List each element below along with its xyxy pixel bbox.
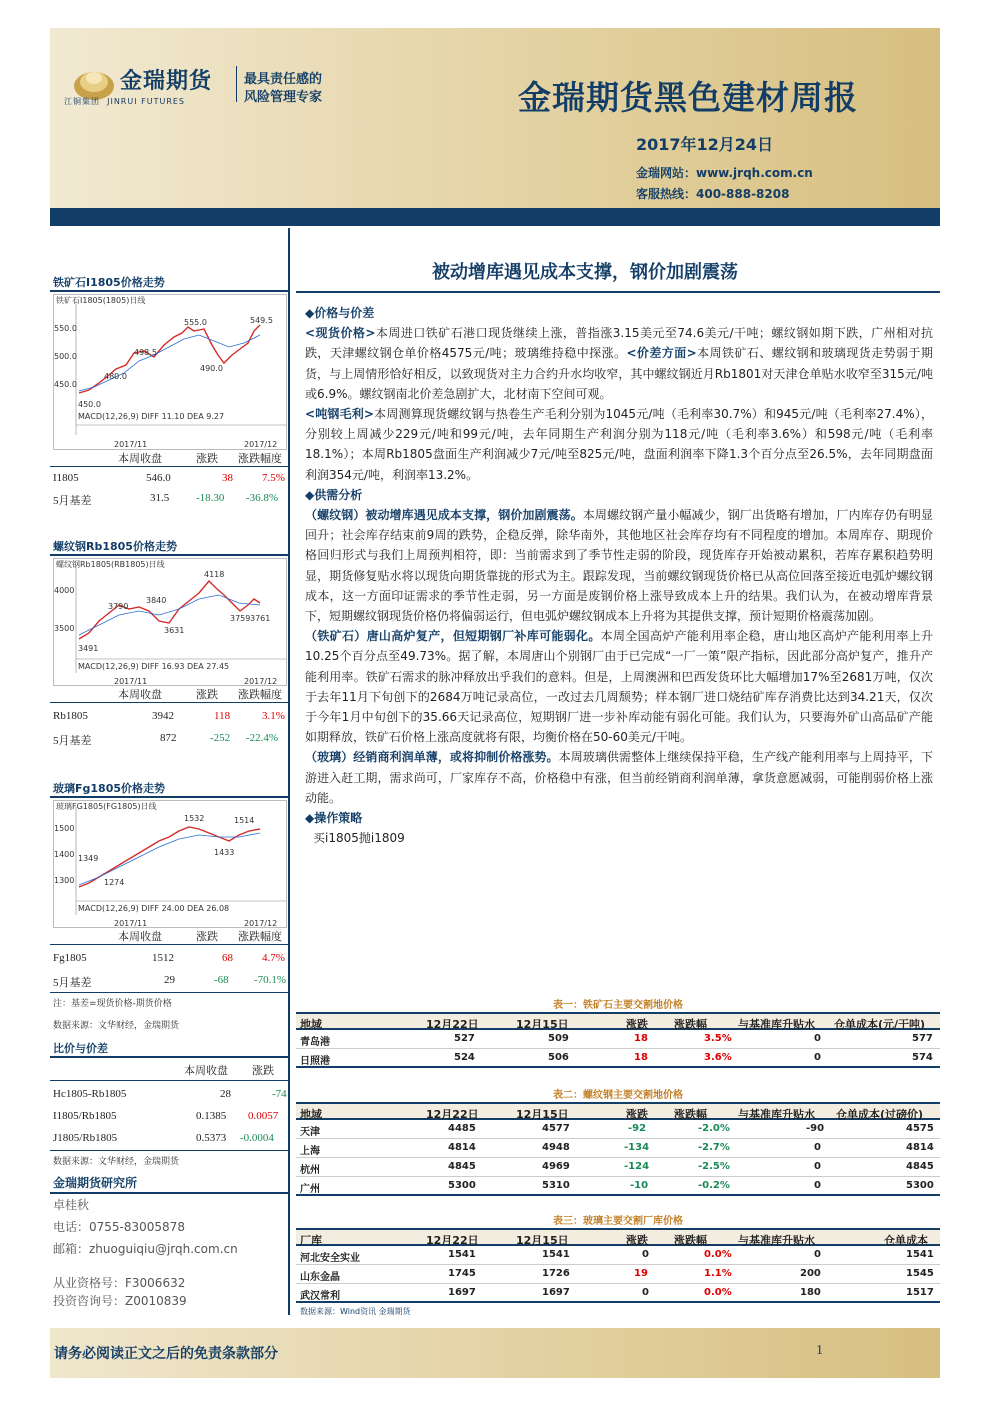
row-name: 5月基差 [53,977,92,989]
ratio-title: 比价与价差 [53,1042,108,1055]
iron-chart-label: 铁矿石I1805(1805)日线 [56,296,146,305]
glass-y-label: 1500 [54,824,75,833]
td: 506 [548,1052,569,1063]
td: 杭州 [300,1165,320,1176]
rebar-price-label: 3761 [250,614,271,623]
td: 19 [634,1268,648,1279]
td: 武汉常利 [300,1291,340,1302]
td: 1541 [448,1249,476,1260]
row-change: 38 [222,472,233,484]
logo-text: 金瑞期货 [120,69,213,94]
row-change: -74 [272,1088,287,1100]
glass-price-label: 1274 [104,878,125,887]
table-row [296,1266,940,1284]
analyst-phone: 电话：0755-83005878 [53,1220,185,1234]
divider [50,944,288,945]
row-change: 118 [214,710,231,722]
text-spot: 本周进口铁矿石港口现货继续上涨，普指涨3.15美元至74.6美元/干吨；螺纹钢如期下跌，广州相对抗跌，天津螺纹钢仓单价格4575元/吨；玻璃维持稳中探涨。 [305,326,933,361]
row-pct: -22.4% [246,732,279,744]
td: 0 [814,1052,821,1063]
td: 1726 [542,1268,570,1279]
th: 与基准库升贴水 [738,1018,815,1031]
td: 1697 [542,1287,570,1298]
sidebar [50,228,290,1315]
slogan-line-1: 最具责任感的 [244,72,323,87]
tag-spread: <价差方面> [626,346,697,361]
iron-price-label: 490.0 [200,364,223,373]
glass-price-label: 1433 [214,848,235,857]
rebar-x-label: 2017/11 [114,677,148,686]
iron-price-label: 549.5 [250,316,273,325]
row-change: -0.0004 [240,1132,274,1144]
glass-y-label: 1400 [54,850,75,859]
row-close: 28 [220,1088,231,1100]
table-source: 数据来源：Wind资讯 金瑞期货 [300,1307,411,1316]
row-name: 5月基差 [53,735,92,747]
th: 与基准库升贴水 [738,1234,815,1247]
td: 524 [454,1052,475,1063]
td: 1517 [906,1287,934,1298]
iron-chart-title: 铁矿石I1805价格走势 [53,276,165,289]
section-supply: ◆供需分析 [305,487,363,502]
row-pct: -36.8% [246,492,279,504]
row-name: I1805 [53,472,79,484]
td: 0.0% [704,1249,732,1260]
col-header: 涨跌 [252,1065,274,1077]
iron-x-label: 2017/12 [244,440,278,449]
th: 涨跌幅 [674,1234,707,1247]
glass-chart-label: 玻璃FG1805(FG1805)日线 [56,802,157,811]
td: 0.0% [704,1287,732,1298]
analyst-email[interactable]: 邮箱：zhuoguiqiu@jrqh.com.cn [53,1242,238,1256]
row-name: Rb1805 [53,710,88,722]
page-number: 1 [816,1343,823,1358]
td: 1.1% [704,1268,732,1279]
col-header: 本周收盘 [184,1065,228,1077]
rebar-price-label: 3759 [230,614,251,623]
td: 日照港 [300,1056,330,1067]
rebar-price-label: 3491 [78,644,99,653]
col-header: 本周收盘 [118,453,162,465]
td: -0.2% [698,1180,730,1191]
td: 河北安全实业 [300,1253,360,1264]
td: -2.7% [698,1142,730,1153]
text-glass: 本周玻璃供需整体上继续保持平稳，生产线产能利用率与上周持平，下游进入赶工期，需求尚可，厂家库存不高，价格稳中有涨，但当前经销商利润单薄，拿货意愿减弱，可能削弱价格上涨动能。 [305,750,933,805]
td: 3.6% [704,1052,732,1063]
table-row [296,1285,940,1303]
td: -124 [624,1161,650,1172]
table-row [296,1247,940,1265]
title-divider [296,291,940,293]
td: 4845 [448,1161,476,1172]
qualification-number: 从业资格号：F3006632 [53,1276,186,1290]
td: 5300 [448,1180,476,1191]
th: 涨跌幅 [674,1018,707,1031]
th: 12月15日 [516,1018,569,1031]
td: -92 [628,1123,647,1134]
paragraph-price [305,323,933,404]
col-header: 涨跌 [196,931,218,943]
th: 地域 [300,1108,322,1121]
row-change: -252 [210,732,231,744]
data-source-note: 数据来源：文华财经，金瑞期货 [53,1021,180,1031]
glass-macd-label: MACD(12,26,9) DIFF 24.00 DEA 26.08 [78,904,230,913]
td: 18 [634,1033,648,1044]
th: 12月22日 [426,1234,479,1247]
rebar-chart-title: 螺纹钢Rb1805价格走势 [53,540,177,553]
rebar-y-label: 3500 [54,624,75,633]
main-title: 被动增库遇见成本支撑，钢价加剧震荡 [432,262,738,283]
td: 200 [800,1268,821,1279]
row-name: J1805/Rb1805 [53,1132,118,1144]
col-header: 本周收盘 [118,931,162,943]
row-pct: 7.5% [262,472,285,484]
row-pct: -70.1% [254,974,287,986]
td: -90 [806,1123,825,1134]
th: 仓单成本(元/干吨) [834,1018,926,1031]
text-margin: 本周测算现货螺纹钢与热卷生产毛利分别为1045元/吨（毛利率30.7%）和945元/吨（毛利率27.4%），分别较上周减少229元/吨和99元/吨，去年同期生产利润分别为118元/吨（毛利率3.6%）和598元/吨（毛利率18.1%）；本周Rb1805盘面生产利润减少7元/吨至825元/吨，盘面利润率下降1.3个百分点至26.5%，去年同期盘面利润354元/吨，利润率13.2%。 [305,407,933,482]
section-strategy: ◆操作策略 [305,811,363,826]
iron-macd-label: MACD(12,26,9) DIFF 11.10 DEA 9.27 [78,412,225,421]
col-header: 涨跌幅度 [238,689,282,701]
td: 山东金晶 [300,1272,340,1283]
tag-glass: （玻璃）经销商利润单薄，或将抑制价格涨势。 [305,750,559,765]
col-header: 涨跌 [196,689,218,701]
td: 0 [814,1249,821,1260]
td: 527 [454,1033,475,1044]
rebar-price-label: 3790 [108,602,129,611]
paragraph-margin [305,404,933,485]
td: -134 [624,1142,650,1153]
td: 青岛港 [300,1037,330,1048]
th: 仓单成本 [884,1234,928,1247]
table-header-row [296,1012,940,1030]
paragraph-glass [305,747,933,808]
td: 4969 [542,1161,570,1172]
rebar-price-chart [53,558,287,686]
td: 4575 [906,1123,934,1134]
td: 4577 [542,1123,570,1134]
divider [50,796,288,798]
td: 0 [642,1287,649,1298]
tag-iron: （铁矿石）唐山高炉复产，但短期钢厂补库可能弱化。 [305,629,601,644]
col-header: 本周收盘 [118,689,162,701]
row-change: -68 [214,974,229,986]
hotline: 客服热线：400-888-8208 [636,187,790,201]
divider [50,554,288,556]
row-pct: 3.1% [262,710,285,722]
td: 18 [634,1052,648,1063]
td: 5300 [906,1180,934,1191]
text-iron: 本周全国高炉产能利用率企稳，唐山地区高炉产能利用率上升10.25个百分点至49.73%。据了解，本周唐山个别钢厂由于已完成“一厂一策”限产指标，因此部分高炉复产，推升产能利用率。铁矿石需求的脉冲释放出乎我们的意料。但是，上周澳洲和巴西发货环比大幅增加17%至2681万吨，仅次于去年11月下旬创下的2684万吨记录高位，一改过去几周颓势；样本钢厂进口烧结矿库存消费比达到34.21天，仅次于今年1月中旬创下的35.66天记录高位，短期钢厂进一步补库动能有弱化可能。我们认为，只要海外矿山高品矿产能如期释放，铁矿石价格上涨高度就将有限，均衡价格在50-60美元/干吨。 [305,629,933,745]
table-row [296,1159,940,1177]
th: 与基准库升贴水 [738,1108,815,1121]
paragraph-rebar [305,505,933,626]
rebar-y-label: 4000 [54,586,75,595]
td: 1541 [906,1249,934,1260]
iron-price-label: 498.5 [134,348,157,357]
divider [50,1056,288,1058]
row-change: -18.30 [196,492,225,504]
header-bar [50,208,940,226]
row-close: 3942 [152,710,174,722]
td: 4485 [448,1123,476,1134]
row-change: 0.0057 [248,1110,279,1122]
glass-price-label: 1349 [78,854,99,863]
td: 4948 [542,1142,570,1153]
table-row [296,1031,940,1049]
divider [50,1080,288,1081]
divider [50,290,288,292]
col-header: 涨跌幅度 [238,453,282,465]
th: 涨跌 [626,1108,648,1121]
tag-rebar: （螺纹钢）被动增库遇见成本支撑，钢价加剧震荡。 [305,508,583,523]
iron-y-label: 550.0 [54,324,77,333]
table-caption: 表三：玻璃主要交割厂库价格 [553,1216,683,1227]
section-price: ◆价格与价差 [305,306,375,320]
row-close: 872 [160,732,177,744]
row-change: 68 [222,952,233,964]
glass-price-label: 1532 [184,814,205,823]
td: 1545 [906,1268,934,1279]
td: 3.5% [704,1033,732,1044]
td: 4845 [906,1161,934,1172]
iron-price-chart [53,294,287,450]
rebar-chart-label: 螺纹钢Rb1805(RB1805)日线 [56,560,165,569]
tag-spot: <现货价格> [305,326,376,341]
th: 仓单成本(过磅价) [836,1108,924,1121]
row-name: Fg1805 [53,952,87,964]
paragraph-iron [305,626,933,747]
divider [50,1150,288,1151]
td: 天津 [300,1127,320,1138]
website-link[interactable]: 金瑞网站：www.jrqh.com.cn [636,166,813,180]
glass-chart-title: 玻璃Fg1805价格走势 [53,782,166,795]
row-name: I1805/Rb1805 [53,1110,117,1122]
table-caption: 表二：螺纹钢主要交割地价格 [553,1090,683,1101]
td: 0 [642,1249,649,1260]
row-close: 546.0 [146,472,171,484]
parent-group-name: 江铜集团 [64,97,100,106]
rebar-price-label: 4118 [204,570,225,579]
td: 1745 [448,1268,476,1279]
td: -2.0% [698,1123,730,1134]
td: 上海 [300,1146,320,1157]
glass-y-label: 1300 [54,876,75,885]
row-name: 5月基差 [53,495,92,507]
report-date: 2017年12月24日 [636,135,774,154]
rebar-macd-label: MACD(12,26,9) DIFF 16.93 DEA 27.45 [78,662,230,671]
table-caption: 表一：铁矿石主要交割地价格 [553,1000,683,1011]
divider [50,1192,288,1194]
table-header-row [296,1102,940,1120]
table-row [296,1178,940,1196]
th: 涨跌幅 [674,1108,707,1121]
row-name: Hc1805-Rb1805 [53,1088,127,1100]
td: 0 [814,1161,821,1172]
divider [50,702,288,703]
table-row [296,1050,940,1068]
col-header: 涨跌幅度 [238,931,282,943]
td: -2.5% [698,1161,730,1172]
glass-x-label: 2017/11 [114,919,148,928]
row-close: 0.5373 [196,1132,227,1144]
table-row [296,1121,940,1139]
row-close: 1512 [152,952,174,964]
th: 12月22日 [426,1018,479,1031]
report-title: 金瑞期货黑色建材周报 [518,78,858,117]
divider [50,466,288,467]
glass-price-label: 1514 [234,816,255,825]
table-header-row [296,1228,940,1246]
td: 广州 [300,1184,320,1195]
td: 577 [912,1033,933,1044]
row-close: 0.1385 [196,1110,227,1122]
td: 509 [548,1033,569,1044]
advisory-number: 投资咨询号：Z0010839 [53,1294,187,1308]
td: 180 [800,1287,821,1298]
rebar-price-label: 3840 [146,596,167,605]
logo-english: JINRUI FUTURES [107,97,186,106]
td: 5310 [542,1180,570,1191]
td: 574 [912,1052,933,1063]
strategy-text: 买i1805抛i1809 [313,831,405,846]
iron-y-label: 450.0 [54,380,77,389]
tag-margin: <吨钢毛利> [305,407,374,422]
th: 厂库 [300,1234,322,1247]
logo-subtext [64,96,185,107]
logo-divider [236,66,237,102]
rebar-price-label: 3631 [164,626,185,635]
iron-price-label: 555.0 [184,318,207,327]
text-rebar: 本周螺纹钢产量小幅减少，钢厂出货略有增加，厂内库存仍有明显回升；社会库存结束前9周的跌势，企稳反弹，除华南外，其他地区社会库存均有不同程度的增加。本周库存、期现价格回归形式与我们上周预判相符，即：当前需求到了季节性走弱的阶段，现货库存开始被动累积，若库存累积趋势明显，期货修复贴水将以现货向期货靠拢的形式为主。跟踪发现，当前螺纹钢现货价格已从高位回落至接近电弧炉螺纹钢成本，这一方面印证需求的季节性走弱，另一方面是废钢价格上涨导致成本上升的结果。我们认为，在被动增库背景下，短期螺纹钢现货价格仍将偏弱运行，但电弧炉螺纹钢成本上升将为其提供支撑，预计短期价格震荡加剧。 [305,508,933,624]
row-close: 29 [164,974,175,986]
td: 0 [814,1180,821,1191]
row-pct: 4.7% [262,952,285,964]
divider [50,992,288,993]
row-close: 31.5 [150,492,170,504]
td: 4814 [906,1142,934,1153]
disclaimer-link[interactable]: 请务必阅读正文之后的免责条款部分 [54,1346,278,1362]
td: -10 [630,1180,649,1191]
glass-price-chart [53,800,287,928]
rebar-x-label: 2017/12 [244,677,278,686]
glass-x-label: 2017/12 [244,919,278,928]
text-spread: 本周铁矿石、螺纹钢和玻璃现货走势弱于期货，与上周情形恰好相反，以致现货对主力合约升水均收窄，其中螺纹钢近月Rb1801对天津仓单贴水收窄至315元/吨或6.9%。螺纹钢南北价差急剧扩大，北材南下空间可观。 [305,346,933,401]
iron-price-label: 480.0 [104,372,127,381]
report-header [50,28,940,208]
data-source-note: 数据来源：文华财经，金瑞期货 [53,1157,180,1167]
th: 涨跌 [626,1018,648,1031]
iron-y-label: 500.0 [54,352,77,361]
basis-note: 注：基差=现货价格-期货价格 [53,999,172,1009]
analyst-name: 卓桂秋 [53,1198,90,1212]
table-row [296,1140,940,1158]
col-header: 涨跌 [196,453,218,465]
th: 地域 [300,1018,322,1031]
th: 涨跌 [626,1234,648,1247]
institute-name: 金瑞期货研究所 [53,1176,138,1190]
th: 12月15日 [516,1234,569,1247]
th: 12月22日 [426,1108,479,1121]
td: 0 [814,1142,821,1153]
th: 12月15日 [516,1108,569,1121]
slogan-line-2: 风险管理专家 [244,90,323,105]
report-body [305,303,933,848]
td: 0 [814,1033,821,1044]
td: 1541 [542,1249,570,1260]
iron-price-label: 450.0 [78,400,101,409]
td: 1697 [448,1287,476,1298]
td: 4814 [448,1142,476,1153]
iron-x-label: 2017/11 [114,440,148,449]
